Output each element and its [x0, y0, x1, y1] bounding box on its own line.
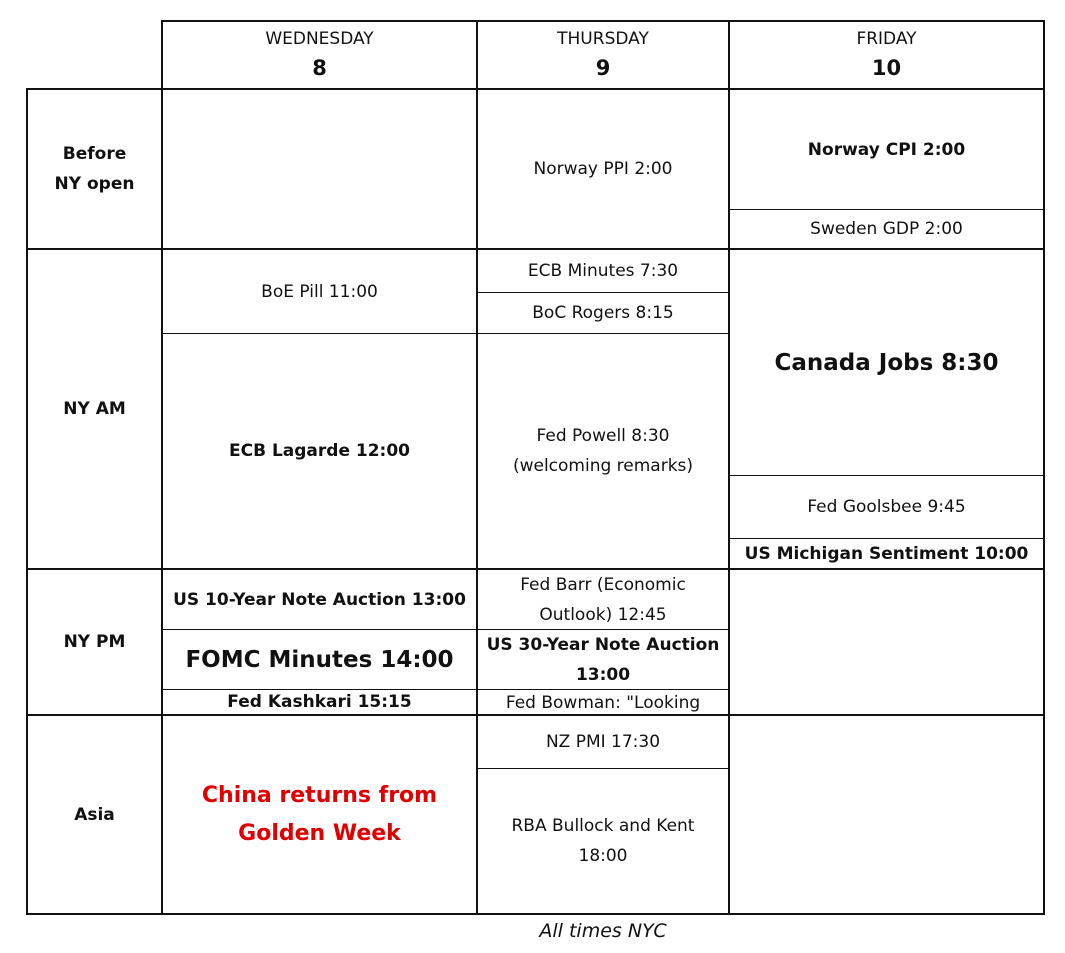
event-fed-barr: Fed Barr (Economic Outlook) 12:45: [520, 574, 686, 625]
day-number: 9: [595, 56, 611, 80]
event-sweden-gdp: Sweden GDP 2:00: [810, 219, 963, 239]
event-norway-ppi: Norway PPI 2:00: [533, 159, 673, 179]
event-boc-rogers: BoC Rogers 8:15: [532, 303, 674, 323]
event-fed-goolsbee: Fed Goolsbee 9:45: [807, 497, 966, 517]
event-ecb-lagarde: ECB Lagarde 12:00: [228, 441, 411, 461]
day-header-thursday: [478, 22, 728, 88]
event-fed-bowman: Fed Bowman: "Looking: [505, 693, 701, 713]
event-fed-powell: Fed Powell 8:30 (welcoming remarks): [512, 426, 694, 476]
day-number: 10: [871, 56, 902, 80]
day-name: THURSDAY: [557, 29, 649, 49]
day-header-wednesday: [163, 22, 476, 88]
event-china-golden-week: China returns from Golden Week: [201, 782, 438, 846]
event-rba-bullock-kent: RBA Bullock and Kent 18:00: [511, 816, 695, 866]
event-canada-jobs: Canada Jobs 8:30: [774, 349, 999, 376]
event-fomc-minutes: FOMC Minutes 14:00: [185, 646, 454, 673]
row-label-ny-pm: NY PM: [63, 632, 126, 652]
event-nz-pmi: NZ PMI 17:30: [545, 732, 661, 752]
footnote: All times NYC: [539, 920, 667, 942]
day-name: FRIDAY: [856, 29, 917, 49]
grid-line: [26, 913, 1045, 915]
day-header-friday: [730, 22, 1043, 88]
row-label-ny-am: NY AM: [63, 399, 126, 419]
event-boe-pill: BoE Pill 11:00: [261, 281, 378, 302]
event-norway-cpi: Norway CPI 2:00: [807, 139, 966, 160]
day-number: 8: [312, 56, 327, 80]
event-us-10-year-note-auction: US 10-Year Note Auction 13:00: [173, 589, 466, 610]
event-ecb-minutes: ECB Minutes 7:30: [527, 261, 679, 281]
day-name: WEDNESDAY: [265, 29, 374, 49]
event-us-30-year-note-auction: US 30-Year Note Auction 13:00: [486, 634, 720, 685]
row-label-before-ny-open: Before NY open: [54, 144, 135, 194]
event-us-michigan-sentiment: US Michigan Sentiment 10:00: [744, 543, 1029, 564]
row-label-asia: Asia: [74, 804, 115, 825]
grid-line: [1043, 20, 1045, 915]
event-fed-kashkari: Fed Kashkari 15:15: [227, 692, 412, 712]
